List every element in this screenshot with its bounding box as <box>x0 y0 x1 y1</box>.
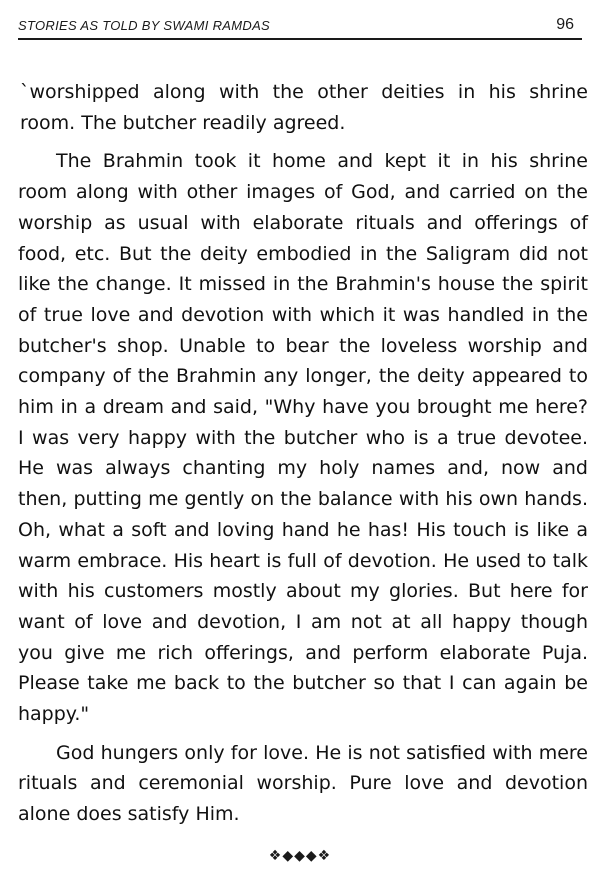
running-header <box>18 10 582 40</box>
paragraph-continuation: `worshipped along with the other deities in his shrine room. The butcher readily agreed. <box>20 81 588 134</box>
paragraph-brahmin-dream: The Brahmin took it home and kept it in his shrine room along with other images of God, and carried on the worship as usual with elaborate rituals and offerings of food, etc. But the deity embodied in the Saligram did not like the change. It missed in the Brahmin's house the spirit of true love and devotion with which it was handled in the butcher's shop. Unable to bear the loveless worship and company of the Brahmin any longer, the deity appeared to him in a dream and said, "Why have you brought me here? I was very happy with the butcher who is a true devotee. He was always chanting my holy names and, now and then, putting me gently on the balance with his own hands. Oh, what a soft and loving hand he has! His touch is like a warm embrace. His heart is full of devotion. He used to talk with his customers mostly about my glories. But here for want of love and devotion, I am not at all happy though you give me rich offerings, and perform elaborate Puja. Please take me back to the butcher so that I can again be happy." <box>18 150 588 726</box>
page-body <box>18 77 588 830</box>
paragraph-moral: God hungers only for love. He is not satisfied with mere rituals and ceremonial worship. Pure love and devotion alone does satisfy Him. <box>18 741 588 826</box>
page-number: 96 <box>556 16 574 33</box>
header-title: STORIES AS TOLD BY SWAMI RAMDAS <box>18 18 271 33</box>
section-end-ornament: ❖◆◆◆❖ <box>268 848 332 864</box>
